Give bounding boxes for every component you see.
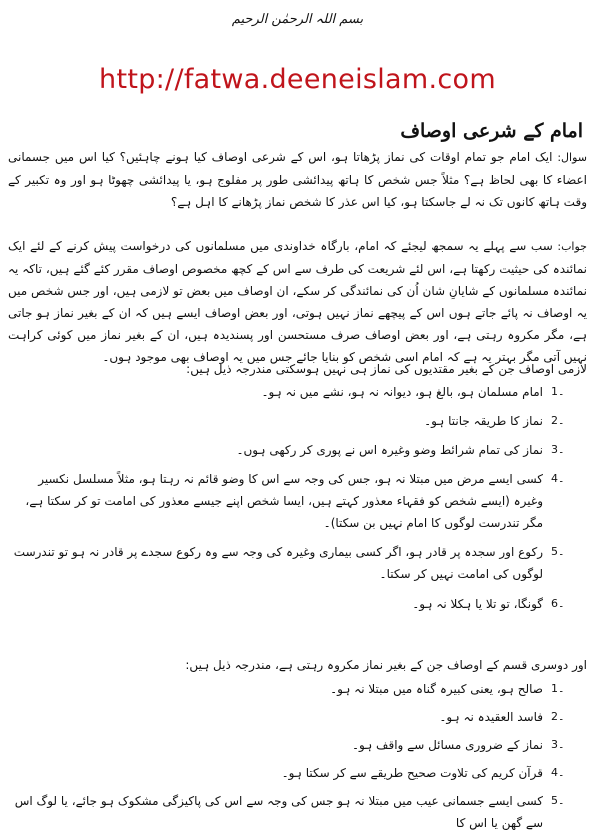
list-item-number: ۔2 bbox=[551, 710, 565, 723]
list-item bbox=[8, 593, 587, 615]
question-label: سوال: bbox=[557, 151, 587, 164]
list-item bbox=[8, 541, 587, 585]
list-item-number: ۔6 bbox=[551, 597, 565, 610]
bismillah-heading: بسم اللہ الرحمٰن الرحیم bbox=[231, 12, 364, 27]
answer-block bbox=[8, 235, 587, 368]
list-item-text: نماز کی تمام شرائط وضو وغیرہ اس نے پوری کر رکھی ہوں۔ bbox=[236, 443, 543, 457]
list-item-number: ۔4 bbox=[551, 472, 565, 485]
list-item bbox=[8, 706, 587, 728]
list-item-text: قرآن کریم کی تلاوت صحیح طریقے سے کر سکتا ہو۔ bbox=[281, 766, 543, 780]
list-item bbox=[8, 734, 587, 756]
list-item-text: امام مسلمان ہو، بالغ ہو، دیوانہ نہ ہو، نشے میں نہ ہو۔ bbox=[261, 385, 543, 399]
mandatory-intro: لازمی اوصاف جن کے بغیر مقتدیوں کی نماز ہی نہیں ہوسکتی مندرجہ ذیل ہیں: bbox=[186, 362, 587, 376]
list-item-text: نماز کا طریقہ جانتا ہو۔ bbox=[424, 414, 543, 428]
list-item-text: فاسد العقیدہ نہ ہو۔ bbox=[439, 710, 543, 724]
list-item-number: ۔1 bbox=[551, 682, 565, 695]
list-item bbox=[8, 762, 587, 784]
list-item-number: ۔5 bbox=[551, 545, 565, 558]
list-item-number: ۔1 bbox=[551, 385, 565, 398]
answer-label: جواب: bbox=[557, 240, 587, 253]
makruh-intro: اور دوسری قسم کے اوصاف جن کے بغیر نماز مکروہ رہتی ہے، مندرجہ ذیل ہیں: bbox=[185, 658, 587, 672]
list-item-number: ۔4 bbox=[551, 766, 565, 779]
list-item-text: کسی ایسے مرض میں مبتلا نہ ہو، جس کی وجہ سے اس کا وضو قائم نہ رہتا ہو، مثلاً مسلسل نکسیر وغیرہ (ایسے شخص کو فقہاء معذور کہتے ہیں، ایسا شخص اپنے جیسے معذور کی امامت تو کر سکتا ہے، مگر تندرست لوگوں کا امام نہیں بن سکتا)۔ bbox=[25, 472, 543, 530]
list-item-text: نماز کے ضروری مسائل سے واقف ہو۔ bbox=[351, 738, 543, 752]
answer-text: سب سے پہلے یہ سمجھ لیجئے کہ امام، بارگاہ خداوندی میں مسلمانوں کی درخواست پیش کرنے کے لئے ایک نمائندہ کی حیثیت رکھتا ہے، اس لئے شریعت کی طرف سے اس کے کچھ مخصوص اوصاف مقرر کئے گئے ہیں، تاکہ یہ نمائندہ مسلمانوں کے شایانِ شان اُن کی نمائندگی کر سکے، ان اوصاف میں بعض تو لازمی ہیں، اور جس شخص میں یہ اوصاف نہ پائے جاتے ہوں اس کے پیچھے نماز نہیں ہوتی، اور بعض اوصاف ایسے ہیں کہ ان کے بغیر نماز ہو جاتی ہے، مگر مکروہ رہتی ہے، اور بعض اوصاف صرف مستحسن اور پسندیدہ ہیں، ان کے بغیر نماز میں کوئی کراہت نہیں آتی مگر بہتر یہ ہے کہ امام اسی شخص کو بنایا جائے جس میں یہ اوصاف بھی موجود ہوں۔ bbox=[8, 239, 587, 364]
list-item bbox=[8, 790, 587, 834]
article-title: امام کے شرعی اوصاف bbox=[400, 120, 583, 142]
mandatory-list bbox=[8, 381, 587, 615]
list-item-text: رکوع اور سجدہ پر قادر ہو، اگر کسی بیماری وغیرہ کی وجہ سے وہ رکوع سجدے پر قادر نہ ہو تو تندرست لوگوں کی امامت نہیں کر سکتا۔ bbox=[13, 545, 543, 581]
list-item-number: ۔3 bbox=[551, 443, 565, 456]
list-item-text: کسی ایسے جسمانی عیب میں مبتلا نہ ہو جس کی وجہ سے اس کی پاکیزگی مشکوک ہو جائے، یا لوگ اس سے گھن یا اس کا bbox=[14, 794, 543, 830]
question-block bbox=[8, 146, 587, 213]
list-item bbox=[8, 678, 587, 700]
makruh-list bbox=[8, 678, 587, 834]
list-item bbox=[8, 381, 587, 403]
site-url-link[interactable]: http://fatwa.deeneislam.com bbox=[99, 64, 496, 95]
list-item bbox=[8, 468, 587, 534]
list-item bbox=[8, 439, 587, 461]
list-item-number: ۔5 bbox=[551, 794, 565, 807]
question-text: ایک امام جو تمام اوقات کی نماز پڑھاتا ہو، اس کے شرعی اوصاف کیا ہونے چاہئیں؟ کیا اس میں جسمانی اعضاء کا بھی لحاظ ہے؟ مثلاً جس شخص کا ہاتھ پیدائشی طور پر مفلوج ہو، یا پیدائشی چھوٹا ہو اور وہ تکبیر کے وقت ہاتھ کانوں تک نہ لے جاسکتا ہو، کیا اس عذر کا شخص نماز پڑھانے کا اہل ہے؟ bbox=[8, 150, 587, 209]
list-item-text: گونگا، تو تلا یا ہکلا نہ ہو۔ bbox=[412, 597, 543, 611]
list-item-text: صالح ہو، یعنی کبیرہ گناہ میں مبتلا نہ ہو۔ bbox=[330, 682, 543, 696]
list-item bbox=[8, 410, 587, 432]
list-item-number: ۔3 bbox=[551, 738, 565, 751]
list-item-number: ۔2 bbox=[551, 414, 565, 427]
